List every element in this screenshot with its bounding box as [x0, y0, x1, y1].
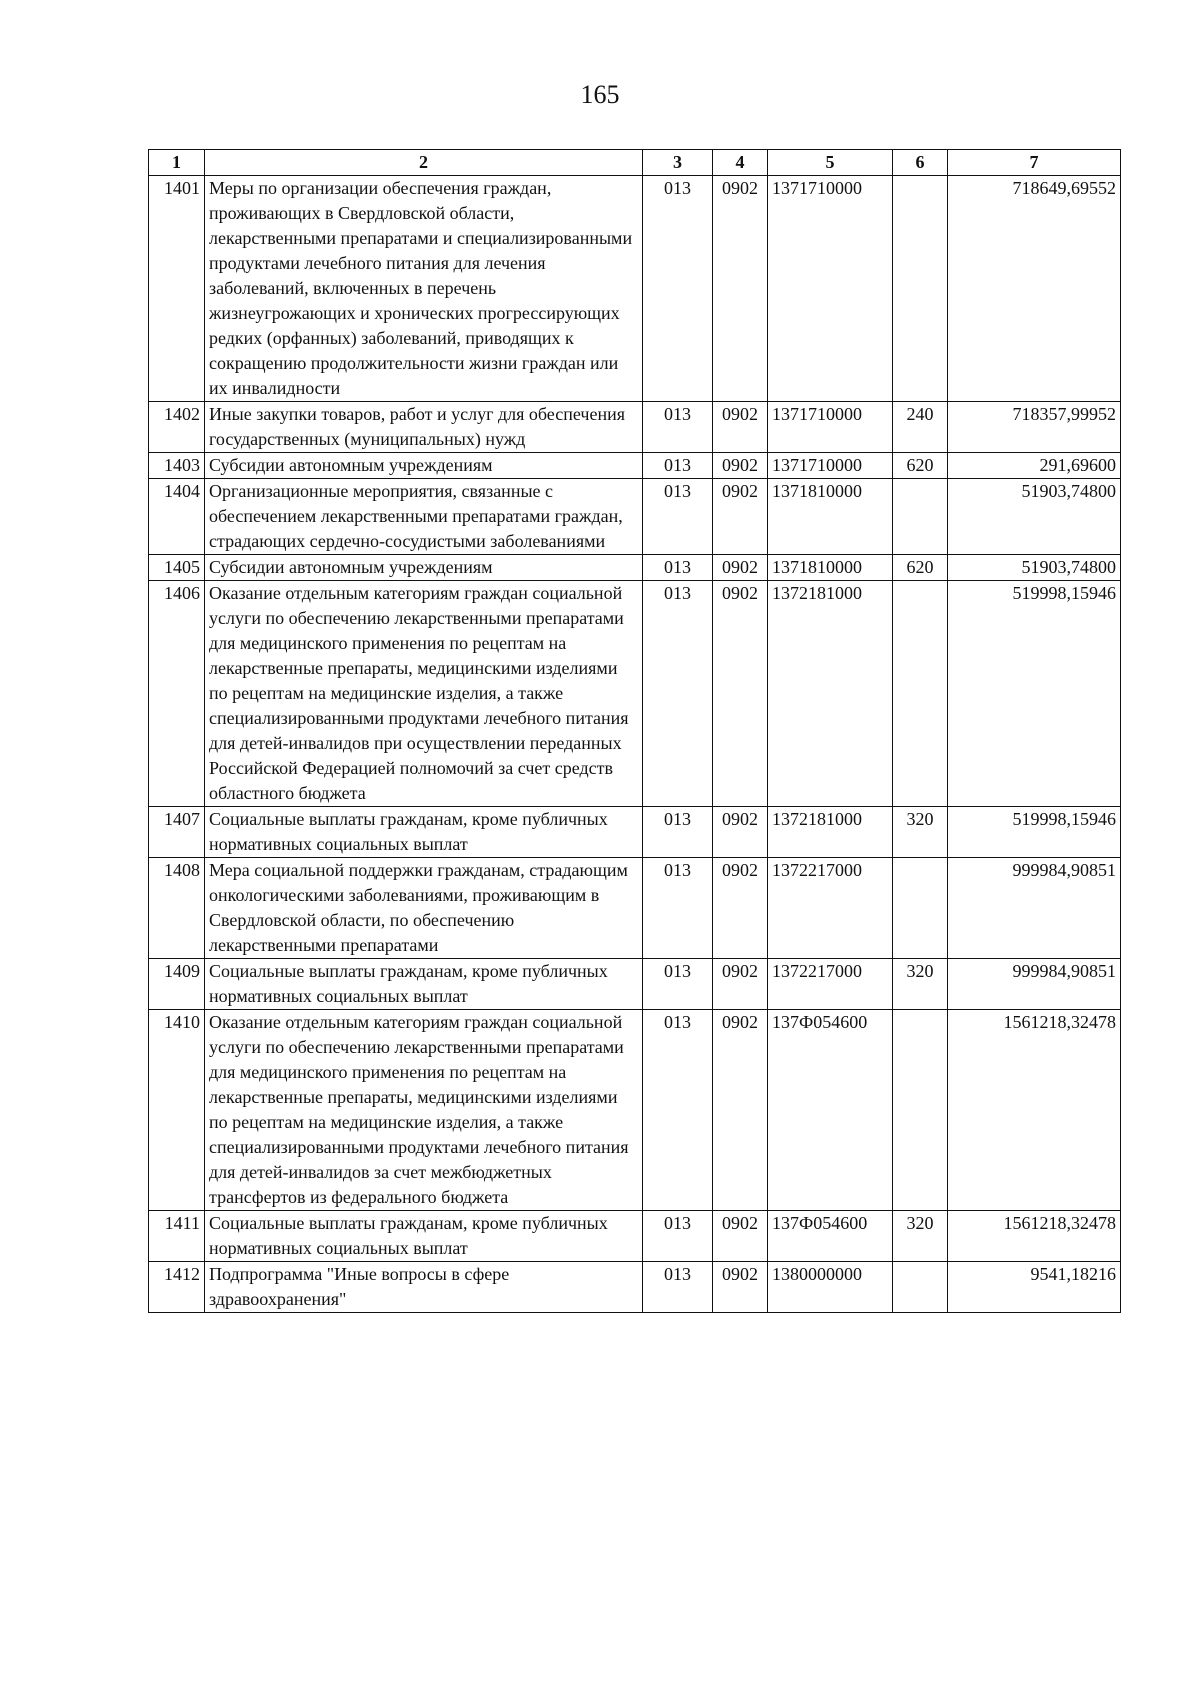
row-sum: 519998,15946	[948, 581, 1121, 807]
row-type-code: 620	[893, 555, 948, 581]
row-section-code: 0902	[713, 1211, 768, 1262]
row-target-code: 1372217000	[768, 858, 893, 959]
row-name: Социальные выплаты гражданам, кроме публичных нормативных социальных выплат	[205, 959, 643, 1010]
row-section-code: 0902	[713, 555, 768, 581]
row-section-code: 0902	[713, 479, 768, 555]
row-name: Оказание отдельным категориям граждан социальной услуги по обеспечению лекарственными препаратами для медицинского применения по рецептам на лекарственные препараты, медицинскими изделиями по рецептам на медицинские изделия, а также специализированными продуктами лечебного питания для детей-инвалидов при осуществлении переданных Российской Федерацией полномочий за счет средств областного бюджета	[205, 581, 643, 807]
row-number: 1412	[149, 1262, 205, 1313]
header-row	[149, 150, 1121, 176]
row-admin-code: 013	[643, 453, 713, 479]
table-row	[149, 1010, 1121, 1211]
header-col-6: 6	[893, 150, 948, 176]
row-section-code: 0902	[713, 959, 768, 1010]
table-row	[149, 479, 1121, 555]
header-col-5: 5	[768, 150, 893, 176]
row-type-code: 620	[893, 453, 948, 479]
header-col-2: 2	[205, 150, 643, 176]
page-number: 165	[580, 80, 620, 109]
row-type-code	[893, 479, 948, 555]
row-target-code: 1372181000	[768, 807, 893, 858]
row-section-code: 0902	[713, 176, 768, 402]
header-col-3: 3	[643, 150, 713, 176]
row-admin-code: 013	[643, 1010, 713, 1211]
row-admin-code: 013	[643, 1211, 713, 1262]
row-section-code: 0902	[713, 1262, 768, 1313]
row-section-code: 0902	[713, 453, 768, 479]
row-name: Меры по организации обеспечения граждан, проживающих в Свердловской области, лекарственными препаратами и специализированными продуктами лечебного питания для лечения заболеваний, включенных в перечень жизнеугрожающих и хронических прогрессирующих редких (орфанных) заболеваний, приводящих к сокращению продолжительности жизни граждан или их инвалидности	[205, 176, 643, 402]
table-row	[149, 959, 1121, 1010]
row-number: 1405	[149, 555, 205, 581]
header-col-4: 4	[713, 150, 768, 176]
row-sum: 519998,15946	[948, 807, 1121, 858]
row-target-code: 1372217000	[768, 959, 893, 1010]
table-row	[149, 453, 1121, 479]
row-number: 1403	[149, 453, 205, 479]
row-admin-code: 013	[643, 581, 713, 807]
row-type-code	[893, 858, 948, 959]
row-admin-code: 013	[643, 176, 713, 402]
row-type-code: 320	[893, 807, 948, 858]
row-sum: 1561218,32478	[948, 1010, 1121, 1211]
row-name: Подпрограмма "Иные вопросы в сфере здравоохранения"	[205, 1262, 643, 1313]
row-sum: 718357,99952	[948, 402, 1121, 453]
row-admin-code: 013	[643, 1262, 713, 1313]
row-number: 1404	[149, 479, 205, 555]
row-target-code: 1372181000	[768, 581, 893, 807]
row-number: 1402	[149, 402, 205, 453]
table-row	[149, 176, 1121, 402]
row-section-code: 0902	[713, 858, 768, 959]
row-name: Мера социальной поддержки гражданам, страдающим онкологическими заболеваниями, проживающим в Свердловской области, по обеспечению лекарственными препаратами	[205, 858, 643, 959]
row-admin-code: 013	[643, 959, 713, 1010]
row-type-code: 320	[893, 1211, 948, 1262]
row-target-code: 1371710000	[768, 402, 893, 453]
table-row	[149, 402, 1121, 453]
row-target-code: 137Ф054600	[768, 1010, 893, 1211]
row-type-code: 240	[893, 402, 948, 453]
row-number: 1410	[149, 1010, 205, 1211]
row-admin-code: 013	[643, 555, 713, 581]
row-section-code: 0902	[713, 581, 768, 807]
table-row	[149, 555, 1121, 581]
row-target-code: 1380000000	[768, 1262, 893, 1313]
row-admin-code: 013	[643, 479, 713, 555]
row-admin-code: 013	[643, 402, 713, 453]
row-section-code: 0902	[713, 1010, 768, 1211]
table-row	[149, 1211, 1121, 1262]
row-sum: 291,69600	[948, 453, 1121, 479]
row-name: Субсидии автономным учреждениям	[205, 555, 643, 581]
row-number: 1408	[149, 858, 205, 959]
row-number: 1407	[149, 807, 205, 858]
row-target-code: 137Ф054600	[768, 1211, 893, 1262]
row-target-code: 1371810000	[768, 479, 893, 555]
row-type-code	[893, 1010, 948, 1211]
row-name: Социальные выплаты гражданам, кроме публичных нормативных социальных выплат	[205, 1211, 643, 1262]
row-name: Социальные выплаты гражданам, кроме публичных нормативных социальных выплат	[205, 807, 643, 858]
table-row	[149, 1262, 1121, 1313]
header-col-1: 1	[149, 150, 205, 176]
row-sum: 999984,90851	[948, 858, 1121, 959]
row-sum: 51903,74800	[948, 555, 1121, 581]
row-type-code: 320	[893, 959, 948, 1010]
row-admin-code: 013	[643, 807, 713, 858]
row-section-code: 0902	[713, 402, 768, 453]
row-target-code: 1371710000	[768, 453, 893, 479]
row-sum: 51903,74800	[948, 479, 1121, 555]
row-target-code: 1371710000	[768, 176, 893, 402]
row-type-code	[893, 1262, 948, 1313]
row-sum: 9541,18216	[948, 1262, 1121, 1313]
row-number: 1409	[149, 959, 205, 1010]
row-name: Субсидии автономным учреждениям	[205, 453, 643, 479]
row-sum: 1561218,32478	[948, 1211, 1121, 1262]
row-target-code: 1371810000	[768, 555, 893, 581]
row-name: Оказание отдельным категориям граждан социальной услуги по обеспечению лекарственными препаратами для медицинского применения по рецептам на лекарственные препараты, медицинскими изделиями по рецептам на медицинские изделия, а также специализированными продуктами лечебного питания для детей-инвалидов за счет межбюджетных трансфертов из федерального бюджета	[205, 1010, 643, 1211]
row-admin-code: 013	[643, 858, 713, 959]
table-row	[149, 581, 1121, 807]
row-sum: 718649,69552	[948, 176, 1121, 402]
budget-table	[148, 149, 1121, 1313]
header-col-7: 7	[948, 150, 1121, 176]
row-sum: 999984,90851	[948, 959, 1121, 1010]
table-row	[149, 858, 1121, 959]
row-type-code	[893, 176, 948, 402]
row-number: 1406	[149, 581, 205, 807]
row-section-code: 0902	[713, 807, 768, 858]
row-number: 1411	[149, 1211, 205, 1262]
row-name: Организационные мероприятия, связанные с обеспечением лекарственными препаратами граждан, страдающих сердечно-сосудистыми заболеваниями	[205, 479, 643, 555]
row-type-code	[893, 581, 948, 807]
row-name: Иные закупки товаров, работ и услуг для обеспечения государственных (муниципальных) нужд	[205, 402, 643, 453]
row-number: 1401	[149, 176, 205, 402]
table-row	[149, 807, 1121, 858]
